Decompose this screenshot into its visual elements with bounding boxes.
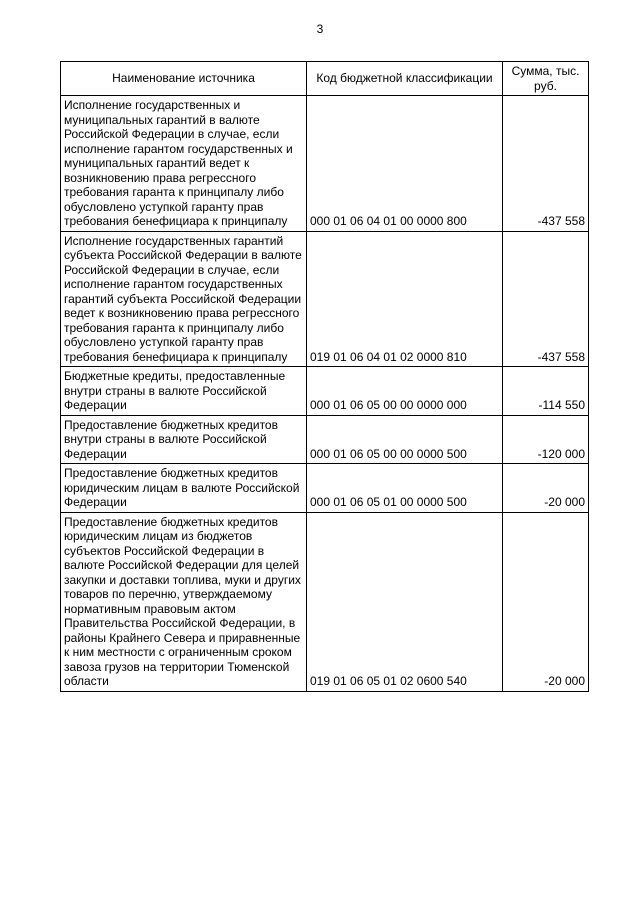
table-row <box>61 367 589 416</box>
header-amount: Сумма, тыс. руб. <box>503 62 589 96</box>
row-amount: -20 000 <box>503 512 589 691</box>
table-row <box>61 96 589 232</box>
row-amount: -437 558 <box>503 231 589 367</box>
row-amount: -120 000 <box>503 415 589 464</box>
page-number: 3 <box>316 22 324 36</box>
row-source-name: Предоставление бюджетных кредитов юридическим лицам из бюджетов субъектов Российской Федерации в валюте Российской Федерации для целей закупки и доставки топлива, муки и других товаров по перечню, утверждаемому нормативным правовым актом Правительства Российской Федерации, в районы Крайнего Севера и приравненные к ним местности с ограниченным сроком завоза грузов на территории Тюменской области <box>61 512 307 691</box>
header-budget-code: Код бюджетной классификации <box>307 62 503 96</box>
row-budget-code: 000 01 06 05 01 00 0000 500 <box>307 464 503 513</box>
row-source-name: Исполнение государственных гарантий субъекта Российской Федерации в валюте Российской Федерации в случае, если исполнение гарантом государственных гарантий субъекта Российской Федерации ведет к возникновению права регрессного требования гаранта к принципалу либо обусловлено уступкой гаранту прав требования бенефициара к принципалу <box>61 231 307 367</box>
row-budget-code: 000 01 06 05 00 00 0000 500 <box>307 415 503 464</box>
row-budget-code: 000 01 06 04 01 00 0000 800 <box>307 96 503 232</box>
row-budget-code: 000 01 06 05 00 00 0000 000 <box>307 367 503 416</box>
row-amount: -20 000 <box>503 464 589 513</box>
row-source-name: Исполнение государственных и муниципальных гарантий в валюте Российской Федерации в случае, если исполнение гарантом государственных и муниципальных гарантий ведет к возникновению права регрессного требования гаранта к принципалу либо обусловлено уступкой гаранту прав требования бенефициара к принципалу <box>61 96 307 232</box>
table-row <box>61 231 589 367</box>
row-source-name: Предоставление бюджетных кредитов юридическим лицам в валюте Российской Федерации <box>61 464 307 513</box>
row-source-name: Бюджетные кредиты, предоставленные внутри страны в валюте Российской Федерации <box>61 367 307 416</box>
row-amount: -437 558 <box>503 96 589 232</box>
table-row <box>61 464 589 513</box>
row-budget-code: 019 01 06 05 01 02 0600 540 <box>307 512 503 691</box>
table-header-row <box>61 62 589 96</box>
row-budget-code: 019 01 06 04 01 02 0000 810 <box>307 231 503 367</box>
row-amount: -114 550 <box>503 367 589 416</box>
row-source-name: Предоставление бюджетных кредитов внутри страны в валюте Российской Федерации <box>61 415 307 464</box>
table-row <box>61 512 589 691</box>
header-source-name: Наименование источника <box>61 62 307 96</box>
budget-sources-table <box>60 61 589 692</box>
table-row <box>61 415 589 464</box>
